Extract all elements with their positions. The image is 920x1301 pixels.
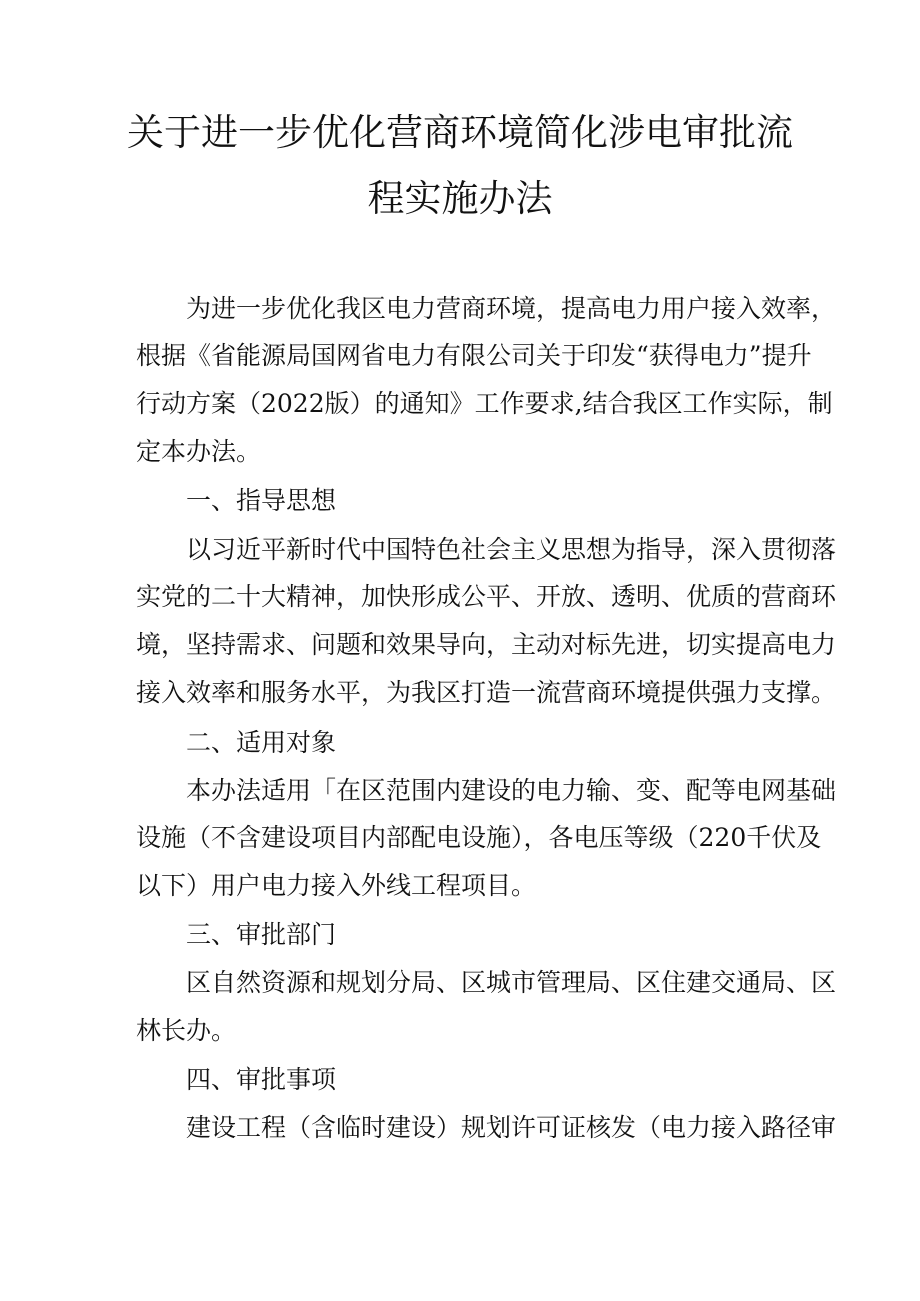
document-title-line-1: 关于进一步优化营商环境简化涉电审批流 <box>127 111 793 154</box>
section1-paragraph-line: 境，坚持需求、问题和效果导向，主动对标先进，切实提高电力 <box>136 630 837 659</box>
section1-paragraph-line: 实党的二十大精神，加快形成公平、开放、透明、优质的营商环 <box>136 582 837 611</box>
intro-paragraph-line: 定本办法。 <box>136 437 262 466</box>
section4-paragraph-line: 建设工程（含临时建设）规划许可证核发（电力接入路径审 <box>186 1113 837 1142</box>
section3-paragraph-line: 林长办。 <box>136 1016 237 1045</box>
section3-paragraph-line: 区自然资源和规划分局、区城市管理局、区住建交通局、区 <box>186 968 837 997</box>
section2-paragraph-line: 以下）用户电力接入外线工程项目。 <box>136 871 537 900</box>
intro-paragraph-line: 行动方案（2022版）的通知》工作要求,结合我区工作实际，制 <box>136 389 833 418</box>
section2-paragraph-line: 本办法适用「在区范围内建设的电力输、变、配等电网基础 <box>186 776 837 805</box>
section-heading: 一、指导思想 <box>186 486 337 515</box>
section1-paragraph-line: 以习近平新时代中国特色社会主义思想为指导，深入贯彻落 <box>186 535 837 564</box>
section2-paragraph-line: 设施（不含建设项目内部配电设施），各电压等级（220千伏及 <box>136 823 822 852</box>
intro-paragraph-line: 为进一步优化我区电力营商环境，提高电力用户接入效率， <box>186 294 837 323</box>
section-heading: 四、审批事项 <box>186 1065 337 1094</box>
section1-paragraph-line: 接入效率和服务水平，为我区打造一流营商环境提供强力支撑。 <box>136 678 837 707</box>
intro-paragraph-line: 根据《省能源局国网省电力有限公司关于印发“获得电力”提升 <box>136 341 812 370</box>
section-heading: 三、审批部门 <box>186 920 337 949</box>
document-title-line-2: 程实施办法 <box>367 177 553 220</box>
section-heading: 二、适用对象 <box>186 728 337 757</box>
